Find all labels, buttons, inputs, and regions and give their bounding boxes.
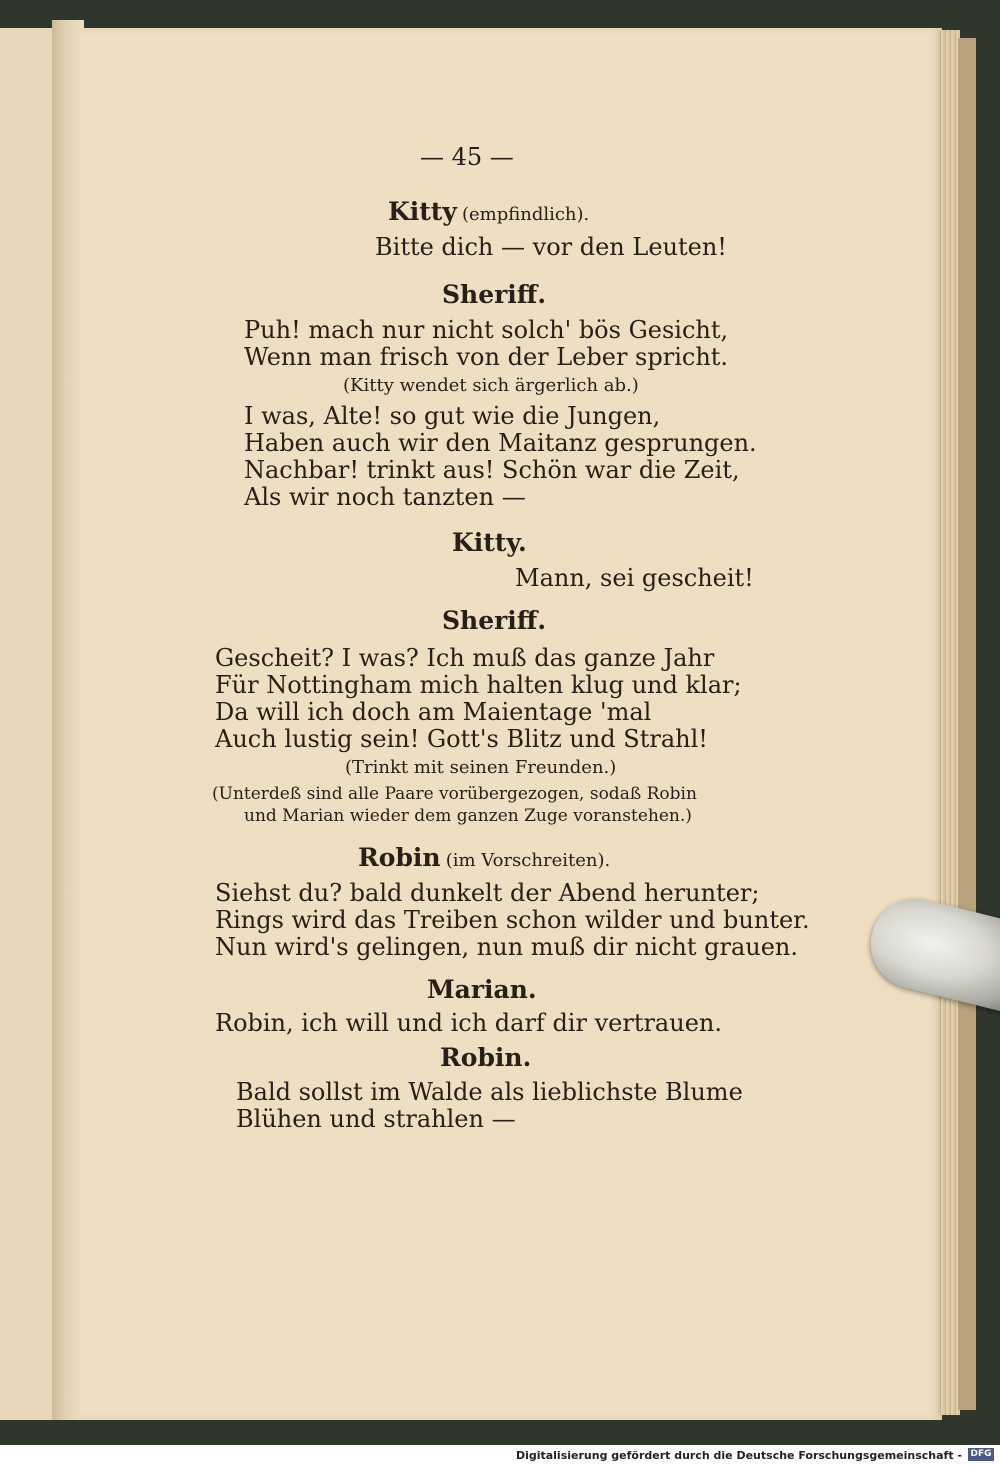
verse-line: Puh! mach nur nicht solch' bös Gesicht,	[244, 316, 729, 344]
page-number: — 45 —	[420, 143, 514, 171]
verse-line: Mann, sei gescheit!	[515, 564, 754, 592]
funding-credit: Digitalisierung gefördert durch die Deutsche Forschungsgemeinschaft -	[515, 1449, 962, 1462]
stage-direction: (Kitty wendet sich ärgerlich ab.)	[343, 375, 639, 396]
verse-line: Wenn man frisch von der Leber spricht.	[244, 343, 729, 371]
speaker-name: Robin.	[440, 1043, 532, 1072]
verse-line: Robin, ich will und ich darf dir vertrauen.	[215, 1009, 722, 1037]
speaker-name: Marian.	[427, 975, 537, 1004]
verse-line: Siehst du? bald dunkelt der Abend herunter;	[215, 879, 760, 907]
speaker-name: Kitty	[388, 197, 457, 226]
stage-direction: (im Vorschreiten).	[445, 850, 611, 871]
stage-direction: (Unterdeß sind alle Paare vorübergezogen, sodaß Robin	[212, 784, 697, 804]
speaker-name: Sheriff.	[442, 606, 547, 635]
dfg-logo: DFG	[968, 1448, 994, 1461]
book-cover-edge	[958, 38, 976, 1410]
stage-direction: (empfindlich).	[461, 204, 590, 225]
verse-line: Auch lustig sein! Gott's Blitz und Strahl!	[215, 725, 708, 753]
verse-line: Bitte dich — vor den Leuten!	[375, 233, 727, 261]
verse-line: Nachbar! trinkt aus! Schön war die Zeit,	[244, 456, 740, 484]
verse-line: Rings wird das Treiben schon wilder und bunter.	[215, 906, 810, 934]
speaker-line	[358, 843, 610, 872]
verse-line: Gescheit? I was? Ich muß das ganze Jahr	[215, 644, 715, 672]
verse-line: I was, Alte! so gut wie die Jungen,	[244, 402, 661, 430]
speaker-name: Kitty.	[452, 528, 527, 557]
speaker-name: Sheriff.	[442, 280, 547, 309]
verse-line: Als wir noch tanzten —	[244, 483, 526, 511]
page-stack-edge	[938, 30, 960, 1415]
verse-line: Blühen und strahlen —	[236, 1105, 516, 1133]
stage-direction: (Trinkt mit seinen Freunden.)	[345, 757, 617, 778]
stage-direction: und Marian wieder dem ganzen Zuge voranstehen.)	[244, 806, 692, 826]
verse-line: Nun wird's gelingen, nun muß dir nicht grauen.	[215, 933, 799, 961]
verse-line: Da will ich doch am Maientage 'mal	[215, 698, 652, 726]
speaker-line	[388, 197, 589, 226]
speaker-name: Robin	[358, 843, 441, 872]
left-page-edge	[0, 28, 60, 1420]
verse-line: Haben auch wir den Maitanz gesprungen.	[244, 429, 757, 457]
verse-line: Bald sollst im Walde als lieblichste Blume	[236, 1078, 743, 1106]
verse-line: Für Nottingham mich halten klug und klar;	[215, 671, 742, 699]
